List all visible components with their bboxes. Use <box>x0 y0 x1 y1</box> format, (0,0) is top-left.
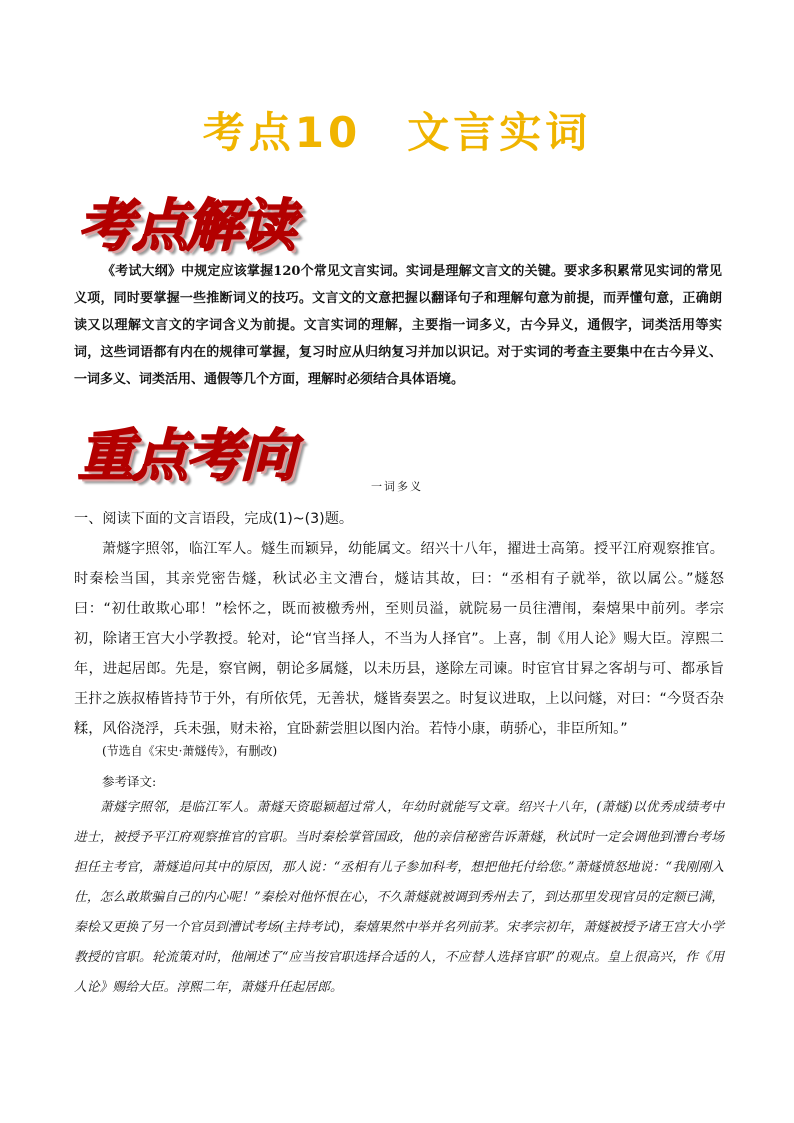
reference-translation <box>74 793 724 1003</box>
banner-key-directions: 重点考向 <box>78 423 294 489</box>
intro-paragraph <box>74 258 722 393</box>
translation-text: 萧燧字照邻，是临江军人。萧燧天资聪颖超过常人，年幼时就能写文章。绍兴十八年，(萧燧)以优秀成绩考中进士，被授予平江府观察推官的官职。当时秦桧掌管国政，他的亲信秘密告诉萧燧，秋试时一定会调他到漕台考场担任主考官，萧燧追问其中的原因，那人说：“丞相有儿子参加科考，想把他托付给您。”萧燧愤怒地说：“我刚刚入仕，怎么敢欺骗自己的内心呢！”秦桧对他怀恨在心，不久萧燧就被调到秀州去了，到达那里发现官员的定额已满，秦桧又更换了另一个官员到漕试考场(主持考试)，秦熺果然中举并名列前茅。宋孝宗初年，萧燧被授予诸王宫大小学教授的官职。轮流策对时，他阐述了“应当按官职选择合适的人，不应替人选择官职”的观点。皇上很高兴，作《用人论》赐给大臣。淳熙二年，萧燧升任起居郎。 <box>74 800 724 995</box>
banner-interpretation: 考点解读 <box>78 193 294 259</box>
page-title: 考点10 文言实词 <box>202 108 592 157</box>
question-block <box>74 504 724 744</box>
reference-label: 参考译文: <box>102 774 157 789</box>
section-heading: 一词多义 <box>371 480 423 493</box>
question-passage: 萧燧字照邻，临江军人。燧生而颖异，幼能属文。绍兴十八年，擢进士高第。授平江府观察推官。时秦桧当国，其亲党密告燧，秋试必主文漕台，燧诘其故，曰：“丞相有子就举，欲以属公。”燧怒曰：“初仕敢欺心耶！”桧怀之，既而被檄秀州，至则员溢，就院易一员往漕闱，秦熺果中前列。孝宗初，除诸王宫大小学教授。轮对，论“官当择人，不当为人择官”。上喜，制《用人论》赐大臣。淳熙二年，进起居郎。先是，察官阙，朝论多属燧，以未历县，遂除左司谏。时宦官甘昪之客胡与可、都承旨王抃之族叔椿皆持节于外，有所依凭，无善状，燧皆奏罢之。时复议进取，上以问燧，对曰：“今贤否杂糅，风俗浇浮，兵未强，财未裕，宜卧薪尝胆以图内治。若恃小康，萌骄心，非臣所知。” <box>74 541 724 737</box>
question-prompt: 一、阅读下面的文言语段，完成(1)~(3)题。 <box>74 511 354 527</box>
passage-source: (节选自《宋史·萧燧传》，有删改) <box>102 744 278 758</box>
intro-text: 《考试大纲》中规定应该掌握120个常见文言实词。实词是理解文言文的关键。要求多积累常见实词的常见义项，同时要掌握一些推断词义的技巧。文言文的文意把握以翻译句子和理解句意为前提，而弄懂句意，正确朗读又以理解文言文的字词含义为前提。文言实词的理解，主要指一词多义，古今异义，通假字，词类活用等实词，这些词语都有内在的规律可掌握，复习时应从归纳复习并加以识记。对于实词的考查主要集中在古今异义、一词多义、词类活用、通假等几个方面，理解时必须结合具体语境。 <box>74 264 722 387</box>
